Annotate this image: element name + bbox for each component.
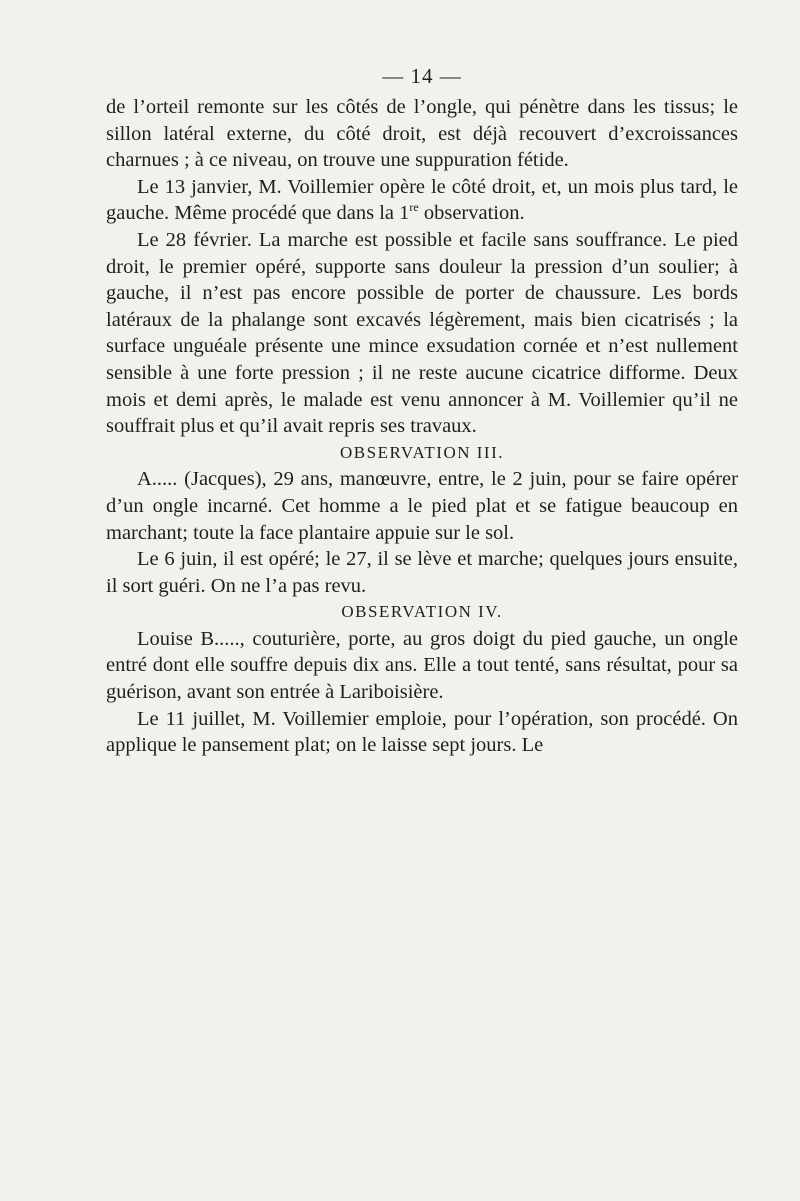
heading-observation-4: OBSERVATION IV. [341,602,503,622]
ordinal-superscript: re [409,200,419,215]
body-text [106,94,738,759]
paragraph-jacques: A..... (Jacques), 29 ans, manœuvre, entre, le 2 juin, pour se faire opérer d’un ongle incarné. Cet homme a le pied plat et se fatigue beaucoup en marchant; toute la face plantaire appuie sur le sol. [106,468,738,544]
paragraph-july: Le 11 juillet, M. Voillemier emploie, pour l’opération, son procédé. On applique le pansement plat; on le laisse sept jours. Le [106,707,738,757]
paragraph-january-text: Le 13 janvier, M. Voillemier opère le côté droit, et, un mois plus tard, le gauche. Même procédé que dans la 1 [106,175,738,225]
heading-observation-3: OBSERVATION III. [340,442,504,462]
paragraph-june: Le 6 juin, il est opéré; le 27, il se lève et marche; quelques jours ensuite, il sort guéri. On ne l’a pas revu. [106,548,738,597]
paragraph-louise: Louise B....., couturière, porte, au gros doigt du pied gauche, un ongle entré dont elle souffre depuis dix ans. Elle a tout tenté, sans résultat, pour sa guérison, avant son entrée à Lariboisière. [106,627,738,704]
paragraph-continuation: de l’orteil remonte sur les côtés de l’ongle, qui pénètre dans les tissus; le sillon latéral externe, du côté droit, est déjà recouvert d’excroissances charnues ; à ce niveau, on trouve une suppuration fétide. [106,96,738,172]
paragraph-january [106,174,738,227]
paragraph-february: Le 28 février. La marche est possible et facile sans souffrance. Le pied droit, le premier opéré, supporte sans douleur la pression d’un soulier; à gauche, il n’est pas encore possible de porter de chaussure. Les bords latéraux de la phalange sont excavés légèrement, mais bien cicatrisés ; la surface unguéale présente une mince exsudation cornée et n’est nullement sensible à une forte pression ; il ne reste aucune cicatrice difforme. Deux mois et demi après, le malade est venu annoncer à M. Voillemier qu’il ne souffrait plus et qu’il avait repris ses travaux. [106,228,738,438]
book-page [106,0,738,1201]
page-number: — 14 — [382,64,462,88]
paragraph-january-end: observation. [418,202,525,225]
